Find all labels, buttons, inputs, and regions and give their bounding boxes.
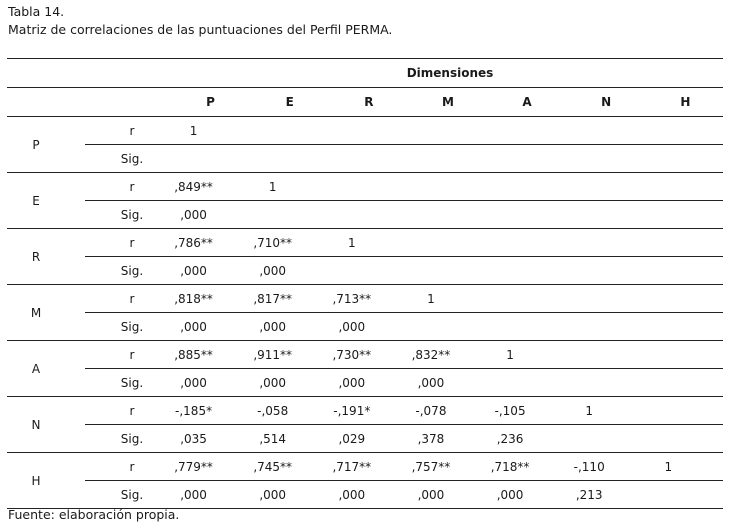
statistic-label: r	[85, 341, 169, 369]
correlation-cell: ,745**	[248, 453, 327, 481]
significance-cell: ,000	[169, 257, 248, 285]
table-row	[7, 397, 723, 425]
correlation-cell: 1	[406, 285, 485, 313]
correlation-cell: 1	[169, 117, 248, 145]
correlation-cell: ,779**	[169, 453, 248, 481]
correlation-cell	[248, 117, 327, 145]
significance-cell	[644, 481, 723, 509]
significance-cell: ,000	[327, 313, 406, 341]
correlation-cell: ,885**	[169, 341, 248, 369]
significance-cell: ,000	[248, 257, 327, 285]
significance-cell	[169, 145, 248, 173]
significance-cell: ,378	[406, 425, 485, 453]
significance-cell	[327, 145, 406, 173]
significance-cell	[644, 257, 723, 285]
correlation-cell	[406, 173, 485, 201]
correlation-cell	[644, 173, 723, 201]
significance-cell: ,000	[406, 481, 485, 509]
table-row	[7, 257, 723, 285]
column-header-p: P	[169, 88, 248, 117]
correlation-cell: ,730**	[327, 341, 406, 369]
statistic-label: r	[85, 117, 169, 145]
correlation-cell	[486, 117, 565, 145]
correlation-cell: ,710**	[248, 229, 327, 257]
correlation-cell	[644, 341, 723, 369]
correlation-matrix-table	[7, 58, 723, 509]
column-header-m: M	[406, 88, 485, 117]
significance-cell: ,000	[248, 369, 327, 397]
correlation-cell: 1	[327, 229, 406, 257]
table-row	[7, 341, 723, 369]
significance-cell	[644, 369, 723, 397]
correlation-cell: ,713**	[327, 285, 406, 313]
correlation-cell: 1	[565, 397, 644, 425]
correlation-cell: ,818**	[169, 285, 248, 313]
significance-cell: ,000	[169, 313, 248, 341]
significance-cell: ,213	[565, 481, 644, 509]
statistic-label: Sig.	[85, 425, 169, 453]
correlation-cell	[486, 173, 565, 201]
statistic-label: Sig.	[85, 313, 169, 341]
significance-cell	[565, 369, 644, 397]
correlation-cell	[565, 285, 644, 313]
significance-cell: ,000	[327, 369, 406, 397]
row-label-m: M	[7, 285, 85, 341]
statistic-label: Sig.	[85, 481, 169, 509]
table-number: Tabla 14.	[8, 4, 65, 19]
correlation-cell: ,718**	[486, 453, 565, 481]
correlation-cell: ,717**	[327, 453, 406, 481]
column-header-n: N	[565, 88, 644, 117]
correlation-cell: 1	[486, 341, 565, 369]
row-label-p: P	[7, 117, 85, 173]
correlation-cell	[565, 173, 644, 201]
significance-cell	[406, 201, 485, 229]
significance-cell: ,029	[327, 425, 406, 453]
significance-cell	[248, 201, 327, 229]
table-row	[7, 453, 723, 481]
correlation-cell: ,817**	[248, 285, 327, 313]
correlation-cell	[486, 285, 565, 313]
significance-cell	[565, 313, 644, 341]
correlation-cell	[406, 229, 485, 257]
significance-cell	[565, 257, 644, 285]
significance-cell	[327, 201, 406, 229]
significance-cell	[565, 201, 644, 229]
correlation-cell: -,105	[486, 397, 565, 425]
statistic-label: r	[85, 173, 169, 201]
statistic-label: Sig.	[85, 369, 169, 397]
significance-cell	[565, 425, 644, 453]
significance-cell	[644, 313, 723, 341]
statistic-label: Sig.	[85, 145, 169, 173]
statistic-label: r	[85, 229, 169, 257]
significance-cell	[248, 145, 327, 173]
statistic-label: r	[85, 285, 169, 313]
correlation-cell: ,832**	[406, 341, 485, 369]
table-row	[7, 285, 723, 313]
statistic-label: r	[85, 397, 169, 425]
dimensions-header-row	[7, 59, 723, 88]
significance-cell: ,236	[486, 425, 565, 453]
significance-cell: ,000	[248, 481, 327, 509]
significance-cell: ,000	[327, 481, 406, 509]
correlation-cell	[565, 229, 644, 257]
significance-cell: ,000	[248, 313, 327, 341]
correlation-cell: -,185*	[169, 397, 248, 425]
row-label-r: R	[7, 229, 85, 285]
significance-cell: ,000	[169, 481, 248, 509]
correlation-cell: -,110	[565, 453, 644, 481]
correlation-cell: ,849**	[169, 173, 248, 201]
correlation-cell: ,786**	[169, 229, 248, 257]
statistic-label: Sig.	[85, 257, 169, 285]
significance-cell	[644, 201, 723, 229]
significance-cell	[406, 313, 485, 341]
correlation-cell: -,058	[248, 397, 327, 425]
significance-cell	[644, 145, 723, 173]
correlation-cell: -,191*	[327, 397, 406, 425]
significance-cell: ,000	[486, 481, 565, 509]
row-label-e: E	[7, 173, 85, 229]
significance-cell	[406, 145, 485, 173]
correlation-cell	[327, 173, 406, 201]
correlation-cell	[644, 397, 723, 425]
significance-cell: ,000	[169, 201, 248, 229]
source-note: Fuente: elaboración propia.	[8, 507, 180, 522]
table-row	[7, 425, 723, 453]
correlation-cell	[644, 285, 723, 313]
column-header-h: H	[644, 88, 723, 117]
statistic-label: r	[85, 453, 169, 481]
table-body	[7, 117, 723, 509]
dimensions-heading: Dimensiones	[169, 59, 723, 88]
table-row	[7, 145, 723, 173]
significance-cell	[565, 145, 644, 173]
correlation-cell	[565, 341, 644, 369]
significance-cell: ,514	[248, 425, 327, 453]
significance-cell	[486, 313, 565, 341]
statistic-label: Sig.	[85, 201, 169, 229]
significance-cell	[644, 425, 723, 453]
row-label-a: A	[7, 341, 85, 397]
row-label-h: H	[7, 453, 85, 509]
correlation-cell	[327, 117, 406, 145]
table-row	[7, 117, 723, 145]
correlation-cell	[644, 117, 723, 145]
column-header-row	[7, 88, 723, 117]
table-caption: Matriz de correlaciones de las puntuaciones del Perfil PERMA.	[8, 22, 393, 37]
significance-cell	[406, 257, 485, 285]
correlation-cell: 1	[248, 173, 327, 201]
correlation-cell	[486, 229, 565, 257]
significance-cell: ,000	[169, 369, 248, 397]
table-row	[7, 229, 723, 257]
column-header-r: R	[327, 88, 406, 117]
correlation-cell	[406, 117, 485, 145]
table-row	[7, 481, 723, 509]
column-header-e: E	[248, 88, 327, 117]
correlation-cell: ,757**	[406, 453, 485, 481]
significance-cell	[486, 257, 565, 285]
significance-cell	[486, 145, 565, 173]
table-row	[7, 313, 723, 341]
column-header-a: A	[486, 88, 565, 117]
table-row	[7, 369, 723, 397]
row-label-n: N	[7, 397, 85, 453]
table-row	[7, 173, 723, 201]
significance-cell	[486, 201, 565, 229]
significance-cell	[327, 257, 406, 285]
correlation-cell	[644, 229, 723, 257]
correlation-cell: 1	[644, 453, 723, 481]
significance-cell: ,035	[169, 425, 248, 453]
correlation-cell: ,911**	[248, 341, 327, 369]
table-row	[7, 201, 723, 229]
correlation-cell	[565, 117, 644, 145]
correlation-cell: -,078	[406, 397, 485, 425]
significance-cell	[486, 369, 565, 397]
significance-cell: ,000	[406, 369, 485, 397]
